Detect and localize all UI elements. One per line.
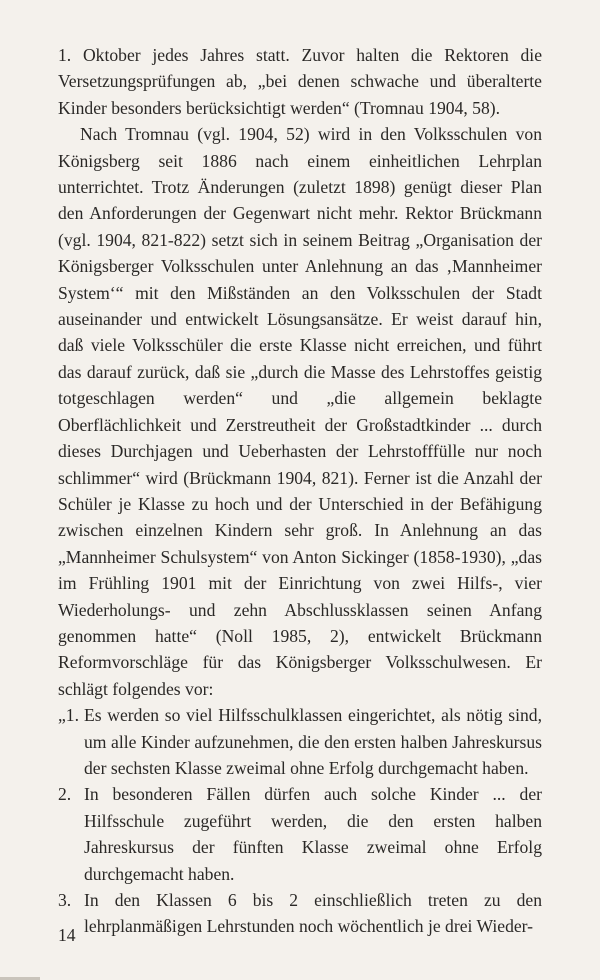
page-number: 14 [58, 925, 76, 945]
list-item-number: 2. [58, 784, 72, 805]
list-item [58, 702, 542, 781]
list-item [58, 781, 542, 887]
list-item-text: In den Klassen 6 bis 2 einschließlich treten zu den lehrplanmäßigen Lehrstunden noch wöchentlich je drei Wieder- [84, 890, 542, 937]
paragraph-tromnau: Nach Tromnau (vgl. 1904, 52) wird in den Volksschulen von Königsberg seit 1886 nach einem einheitlichen Lehrplan unterrichtet. Trotz Änderungen (zuletzt 1898) genügt dieser Plan den Anforderungen der Gegenwart nicht mehr. Rektor Brückmann (vgl. 1904, 821-822) setzt sich in seinem Beitrag „Organisation der Königsberger Volksschulen unter Anlehnung an das ‚Mannheimer System‘“ mit den Mißständen an den Volksschulen der Stadt auseinander und entwickelt Lösungsansätze. Er weist darauf hin, daß viele Volksschüler die erste Klasse nicht erreichen, und führt das darauf zurück, daß sie „durch die Masse des Lehrstoffes geistig totgeschlagen werden“ und „die allgemein beklagte Oberflächlichkeit und Zerstreutheit der Großstadtkinder ... durch dieses Durchjagen und Ueberhasten der Lehrstofffülle nur noch schlimmer“ wird (Brückmann 1904, 821). Ferner ist die Anzahl der Schüler je Klasse zu hoch und der Unterschied in der Befähigung zwischen einzelnen Kindern sehr groß. In Anlehnung an das „Mannheimer Schulsystem“ von Anton Sickinger (1858-1930), „das im Frühling 1901 mit der Einrichtung von zwei Hilfs-, vier Wiederholungs- und zehn Abschlussklassen seinen Anfang genommen hatte“ (Noll 1985, 2), entwickelt Brückmann Reformvorschläge für das Königsberger Volksschulwesen. Er schlägt folgendes vor: [58, 124, 542, 699]
list-item [58, 887, 542, 940]
list-item-text: In besonderen Fällen dürfen auch solche Kinder ... der Hilfsschule zugeführt werden, die den ersten halben Jahreskursus der fünften Klasse zweimal ohne Erfolg durchgemacht haben. [84, 784, 542, 884]
page-body [58, 42, 542, 940]
paragraph-continuation: 1. Oktober jedes Jahres statt. Zuvor halten die Rektoren die Versetzungsprüfungen ab, „bei denen schwache und überalterte Kinder besonders berücksichtigt werden“ (Tromnau 1904, 58). [58, 45, 542, 118]
proposal-list [58, 702, 542, 940]
list-item-number: 3. [58, 890, 72, 910]
list-item-text: Es werden so viel Hilfsschulklassen eingerichtet, als nötig sind, um alle Kinder aufzunehmen, die den ersten halben Jahreskursus der sechsten Klasse zweimal ohne Erfolg durchgemacht haben. [84, 705, 542, 778]
list-item-number: „1. [58, 705, 80, 726]
